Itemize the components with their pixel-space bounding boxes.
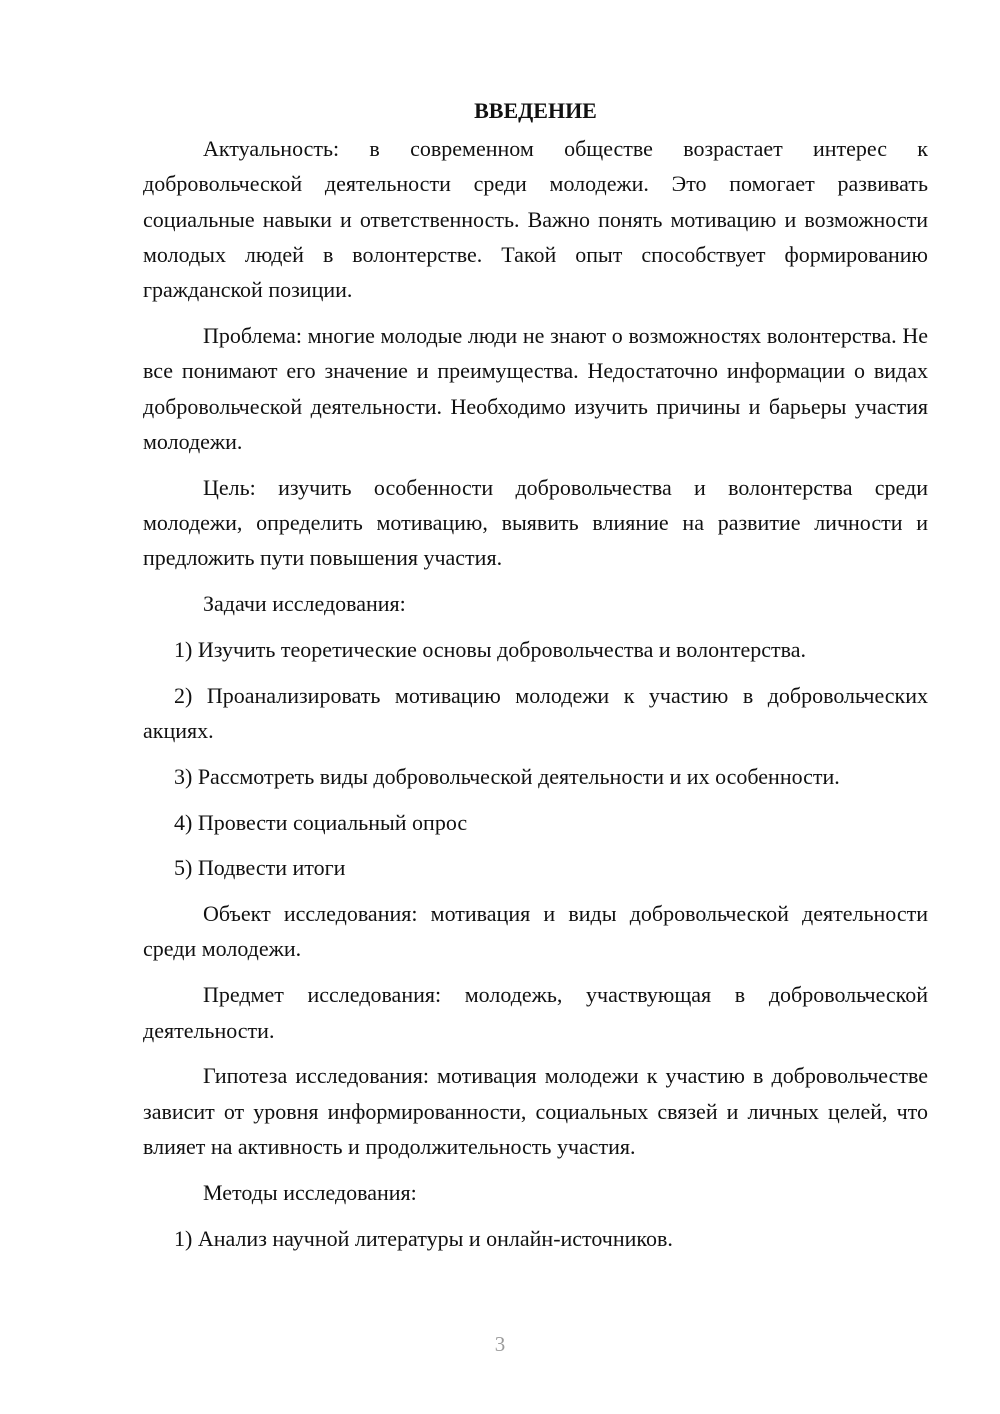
page-content	[143, 93, 928, 1266]
relevance-paragraph: Актуальность: в современном обществе возрастает интерес к добровольческой деятельности среди молодежи. Это помогает развивать социальные навыки и ответственность. Важно понять мотивацию и возможности молодых людей в волонтерстве. Такой опыт способствует формированию гражданской позиции.	[143, 136, 928, 303]
task-item-5: 5) Подвести итоги	[174, 855, 346, 881]
task-item-4: 4) Провести социальный опрос	[174, 809, 468, 835]
task-item-2: 2) Проанализировать мотивацию молодежи к участию в добровольческих акциях.	[143, 682, 928, 743]
problem-paragraph: Проблема: многие молодые люди не знают о возможностях волонтерства. Не все понимают его значение и преимущества. Недостаточно информации о видах добровольческой деятельности. Необходимо изучить причины и барьеры участия молодежи.	[143, 322, 928, 454]
hypothesis-paragraph: Гипотеза исследования: мотивация молодежи к участию в добровольчестве зависит от уровня информированности, социальных связей и личных целей, что влияет на активность и продолжительность участия.	[143, 1063, 928, 1159]
task-item-1: 1) Изучить теоретические основы добровольчества и волонтерства.	[174, 636, 806, 662]
subject-paragraph: Предмет исследования: молодежь, участвующая в добровольческой деятельности.	[143, 982, 928, 1043]
method-item-1: 1) Анализ научной литературы и онлайн-источников.	[174, 1225, 673, 1251]
methods-heading: Методы исследования:	[203, 1179, 417, 1205]
goal-paragraph: Цель: изучить особенности добровольчества и волонтерства среди молодежи, определить мотивацию, выявить влияние на развитие личности и предложить пути повышения участия.	[143, 474, 928, 571]
page-title: ВВЕДЕНИЕ	[474, 98, 597, 123]
object-paragraph: Объект исследования: мотивация и виды добровольческой деятельности среди молодежи.	[143, 901, 928, 962]
task-item-3: 3) Рассмотреть виды добровольческой деятельности и их особенности.	[174, 763, 840, 789]
tasks-heading: Задачи исследования:	[203, 591, 406, 617]
page-number: 3	[494, 1332, 506, 1356]
